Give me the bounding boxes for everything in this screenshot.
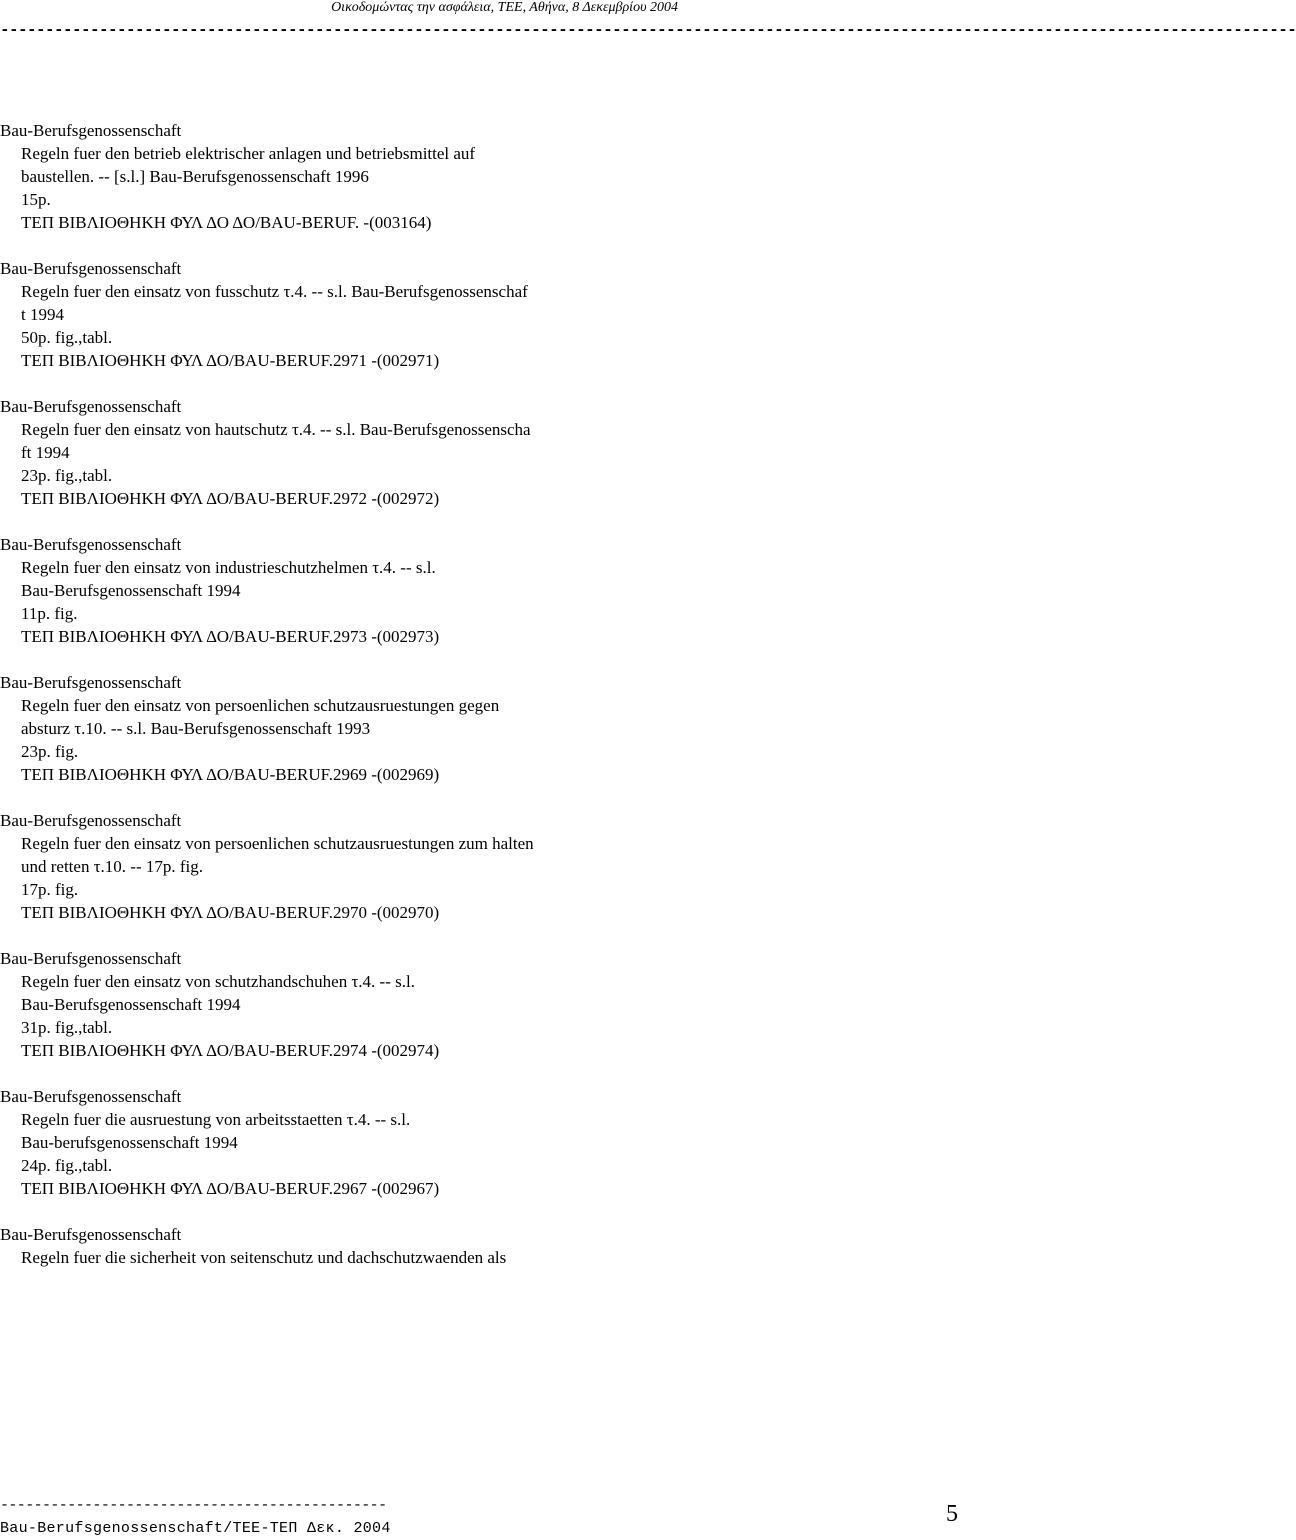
bibliography-entry: [0, 119, 940, 234]
bibliography-entry: [0, 947, 940, 1062]
entry-author: Bau-Berufsgenossenschaft: [0, 1225, 182, 1244]
entry-author: Bau-Berufsgenossenschaft: [0, 949, 182, 968]
entry-line: Regeln fuer die sicherheit von seitenschutz und dachschutzwaenden als: [21, 1248, 507, 1267]
entry-line: ΤΕΠ ΒΙΒΛΙΟΘΗΚΗ ΦΥΛ ΔΟ/BAU-BERUF.2972 -(002972): [21, 489, 440, 508]
entry-author: Bau-Berufsgenossenschaft: [0, 259, 182, 278]
entry-line: baustellen. -- [s.l.] Bau-Berufsgenossenschaft 1996: [21, 167, 369, 186]
bibliography-entry: [0, 533, 940, 648]
entry-line: ft 1994: [21, 443, 70, 462]
bibliography-entry: [0, 395, 940, 510]
entry-line: Regeln fuer den betrieb elektrischer anlagen und betriebsmittel auf: [21, 144, 476, 163]
entry-line: 23p. fig.: [21, 742, 79, 761]
entry-line: ΤΕΠ ΒΙΒΛΙΟΘΗΚΗ ΦΥΛ ΔΟ/BAU-BERUF.2973 -(002973): [21, 627, 440, 646]
bibliography-entry: [0, 1223, 940, 1269]
entry-author: Bau-Berufsgenossenschaft: [0, 397, 182, 416]
entry-author: Bau-Berufsgenossenschaft: [0, 811, 182, 830]
bibliography-entry: [0, 671, 940, 786]
entry-line: 31p. fig.,tabl.: [21, 1018, 113, 1037]
entry-line: 17p. fig.: [21, 880, 79, 899]
entry-line: Regeln fuer den einsatz von persoenlichen schutzausruestungen zum halten: [21, 834, 534, 853]
entry-line: Bau-Berufsgenossenschaft 1994: [21, 995, 241, 1014]
bibliography-entry: [0, 257, 940, 372]
entry-line: ΤΕΠ ΒΙΒΛΙΟΘΗΚΗ ΦΥΛ ΔΟ/BAU-BERUF.2971 -(002971): [21, 351, 440, 370]
running-head: Οικοδομώντας την ασφάλεια, ΤΕΕ, Αθήνα, 8 Δεκεμβρίου 2004: [331, 0, 678, 15]
entry-line: Regeln fuer den einsatz von fusschutz τ.4. -- s.l. Bau-Berufsgenossenschaf: [21, 282, 528, 301]
entry-line: ΤΕΠ ΒΙΒΛΙΟΘΗΚΗ ΦΥΛ ΔΟ/BAU-BERUF.2974 -(002974): [21, 1041, 440, 1060]
entry-author: Bau-Berufsgenossenschaft: [0, 673, 182, 692]
entry-line: 11p. fig.: [21, 604, 78, 623]
entry-line: Regeln fuer den einsatz von schutzhandschuhen τ.4. -- s.l.: [21, 972, 415, 991]
entry-line: absturz τ.10. -- s.l. Bau-Berufsgenossenschaft 1993: [21, 719, 371, 738]
entry-author: Bau-Berufsgenossenschaft: [0, 1087, 182, 1106]
bibliography-entry: [0, 1085, 940, 1200]
entry-line: Regeln fuer den einsatz von persoenlichen schutzausruestungen gegen: [21, 696, 500, 715]
bibliography-list: [0, 119, 940, 1292]
entry-line: ΤΕΠ ΒΙΒΛΙΟΘΗΚΗ ΦΥΛ ΔΟ/BAU-BERUF.2967 -(002967): [21, 1179, 440, 1198]
footer-text: Bau-Berufsgenossenschaft/TEE-ΤΕΠ Δεκ. 2004: [0, 1520, 391, 1537]
page-number: 5: [946, 1501, 958, 1527]
entry-line: ΤΕΠ ΒΙΒΛΙΟΘΗΚΗ ΦΥΛ ΔΟ/BAU-BERUF.2969 -(002969): [21, 765, 440, 784]
entry-line: ΤΕΠ ΒΙΒΛΙΟΘΗΚΗ ΦΥΛ ΔΟ ΔΟ/BAU-BERUF. -(003164): [21, 213, 432, 232]
entry-author: Bau-Berufsgenossenschaft: [0, 121, 182, 140]
entry-line: ΤΕΠ ΒΙΒΛΙΟΘΗΚΗ ΦΥΛ ΔΟ/BAU-BERUF.2970 -(002970): [21, 903, 440, 922]
footer-rule: ----------------------------------------------: [0, 1497, 387, 1514]
entry-line: Regeln fuer den einsatz von hautschutz τ.4. -- s.l. Bau-Berufsgenossenscha: [21, 420, 531, 439]
entry-line: 24p. fig.,tabl.: [21, 1156, 113, 1175]
entry-line: t 1994: [21, 305, 64, 324]
header-rule: ------------------------------------------------------------------------------------------------------------------------------------------------: [0, 21, 1296, 39]
entry-line: Bau-Berufsgenossenschaft 1994: [21, 581, 241, 600]
entry-line: Bau-berufsgenossenschaft 1994: [21, 1133, 238, 1152]
entry-line: und retten τ.10. -- 17p. fig.: [21, 857, 203, 876]
entry-line: 50p. fig.,tabl.: [21, 328, 113, 347]
entry-line: 23p. fig.,tabl.: [21, 466, 113, 485]
bibliography-entry: [0, 809, 940, 924]
entry-line: Regeln fuer die ausruestung von arbeitsstaetten τ.4. -- s.l.: [21, 1110, 411, 1129]
entry-line: Regeln fuer den einsatz von industrieschutzhelmen τ.4. -- s.l.: [21, 558, 436, 577]
entry-line: 15p.: [21, 190, 51, 209]
entry-author: Bau-Berufsgenossenschaft: [0, 535, 182, 554]
